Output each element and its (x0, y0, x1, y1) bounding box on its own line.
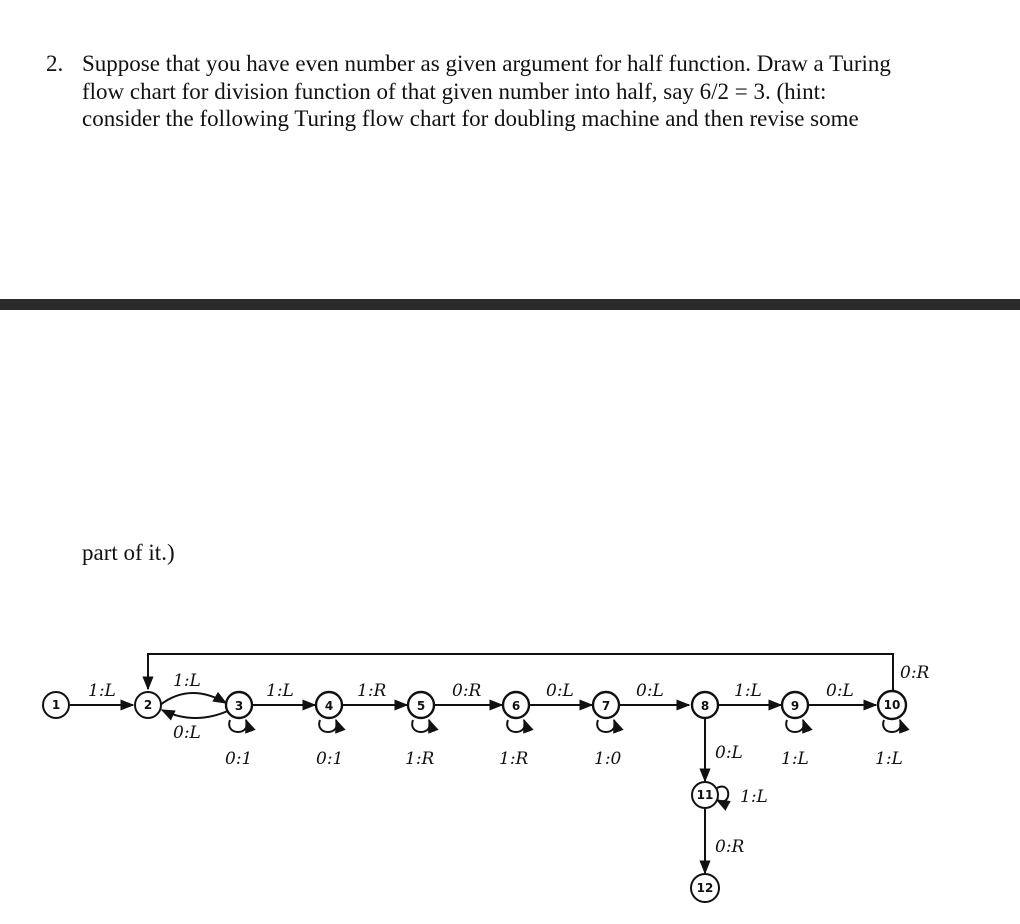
question-number: 2. (46, 51, 64, 76)
state-6 (503, 692, 529, 718)
label-loop-7: 1:0 (594, 749, 622, 769)
question-block (46, 50, 976, 133)
label-loop-9: 1:L (781, 749, 809, 769)
edge-2-3-bottom (162, 710, 230, 718)
svg-text:8: 8 (700, 699, 710, 713)
state-10 (878, 691, 906, 719)
state-12 (691, 874, 719, 902)
svg-text:2: 2 (143, 698, 153, 712)
question-line-1: Suppose that you have even number as given argument for half function. Draw a Turing (82, 51, 891, 76)
label-loop-4: 0:1 (316, 749, 344, 769)
label-6-7: 0:L (546, 681, 574, 701)
label-1-2: 1:L (88, 681, 116, 701)
loop-5 (412, 720, 430, 732)
question-line-3: consider the following Turing flow chart for doubling machine and then revise some (82, 106, 859, 131)
label-10-2: 0:R (900, 663, 930, 683)
label-8-11: 0:L (715, 743, 743, 763)
label-5-6: 0:R (452, 681, 482, 701)
state-1 (43, 692, 69, 718)
question-line-2: flow chart for division function of that given number into half, say 6/2 = 3. (hint: (82, 78, 827, 104)
state-5 (408, 692, 434, 718)
svg-text:7: 7 (601, 699, 611, 713)
label-loop-10: 1:L (875, 749, 903, 769)
state-2 (135, 692, 161, 718)
label-loop-5: 1:R (405, 749, 435, 769)
svg-text:6: 6 (511, 699, 521, 713)
label-8-9: 1:L (734, 681, 762, 701)
page-divider (0, 299, 1020, 310)
svg-text:9: 9 (790, 699, 800, 713)
loop-9 (786, 720, 804, 732)
svg-text:4: 4 (324, 699, 334, 713)
svg-text:3: 3 (234, 699, 244, 713)
question-text (82, 50, 976, 133)
svg-text:11: 11 (696, 788, 714, 802)
loop-10 (883, 720, 901, 732)
label-11-12: 0:R (715, 837, 745, 857)
state-4 (316, 692, 342, 718)
state-11 (692, 782, 718, 808)
label-2-3-top: 1:L (173, 671, 201, 691)
edge-2-3-top (160, 693, 226, 705)
question-continuation: part of it.) (82, 540, 175, 565)
loop-7 (597, 720, 615, 732)
svg-text:10: 10 (883, 698, 901, 712)
loop-6 (507, 720, 525, 732)
label-loop-11: 1:L (740, 787, 768, 807)
label-loop-6: 1:R (499, 749, 529, 769)
label-loop-3: 0:1 (225, 749, 253, 769)
svg-text:1: 1 (51, 698, 61, 712)
loop-4 (319, 720, 337, 732)
label-2-3-bottom: 0:L (173, 723, 201, 743)
label-4-5: 1:R (357, 681, 387, 701)
svg-text:5: 5 (416, 699, 426, 713)
label-7-8: 0:L (636, 681, 664, 701)
state-8 (692, 692, 718, 718)
label-3-4: 1:L (266, 681, 294, 701)
loop-3 (229, 720, 247, 732)
edge-10-2 (148, 654, 893, 691)
svg-text:12: 12 (696, 881, 714, 895)
state-7 (593, 692, 619, 718)
label-9-10: 0:L (826, 681, 854, 701)
state-9 (782, 692, 808, 718)
state-3 (226, 692, 252, 718)
doubling-machine-flowchart (0, 640, 1020, 924)
